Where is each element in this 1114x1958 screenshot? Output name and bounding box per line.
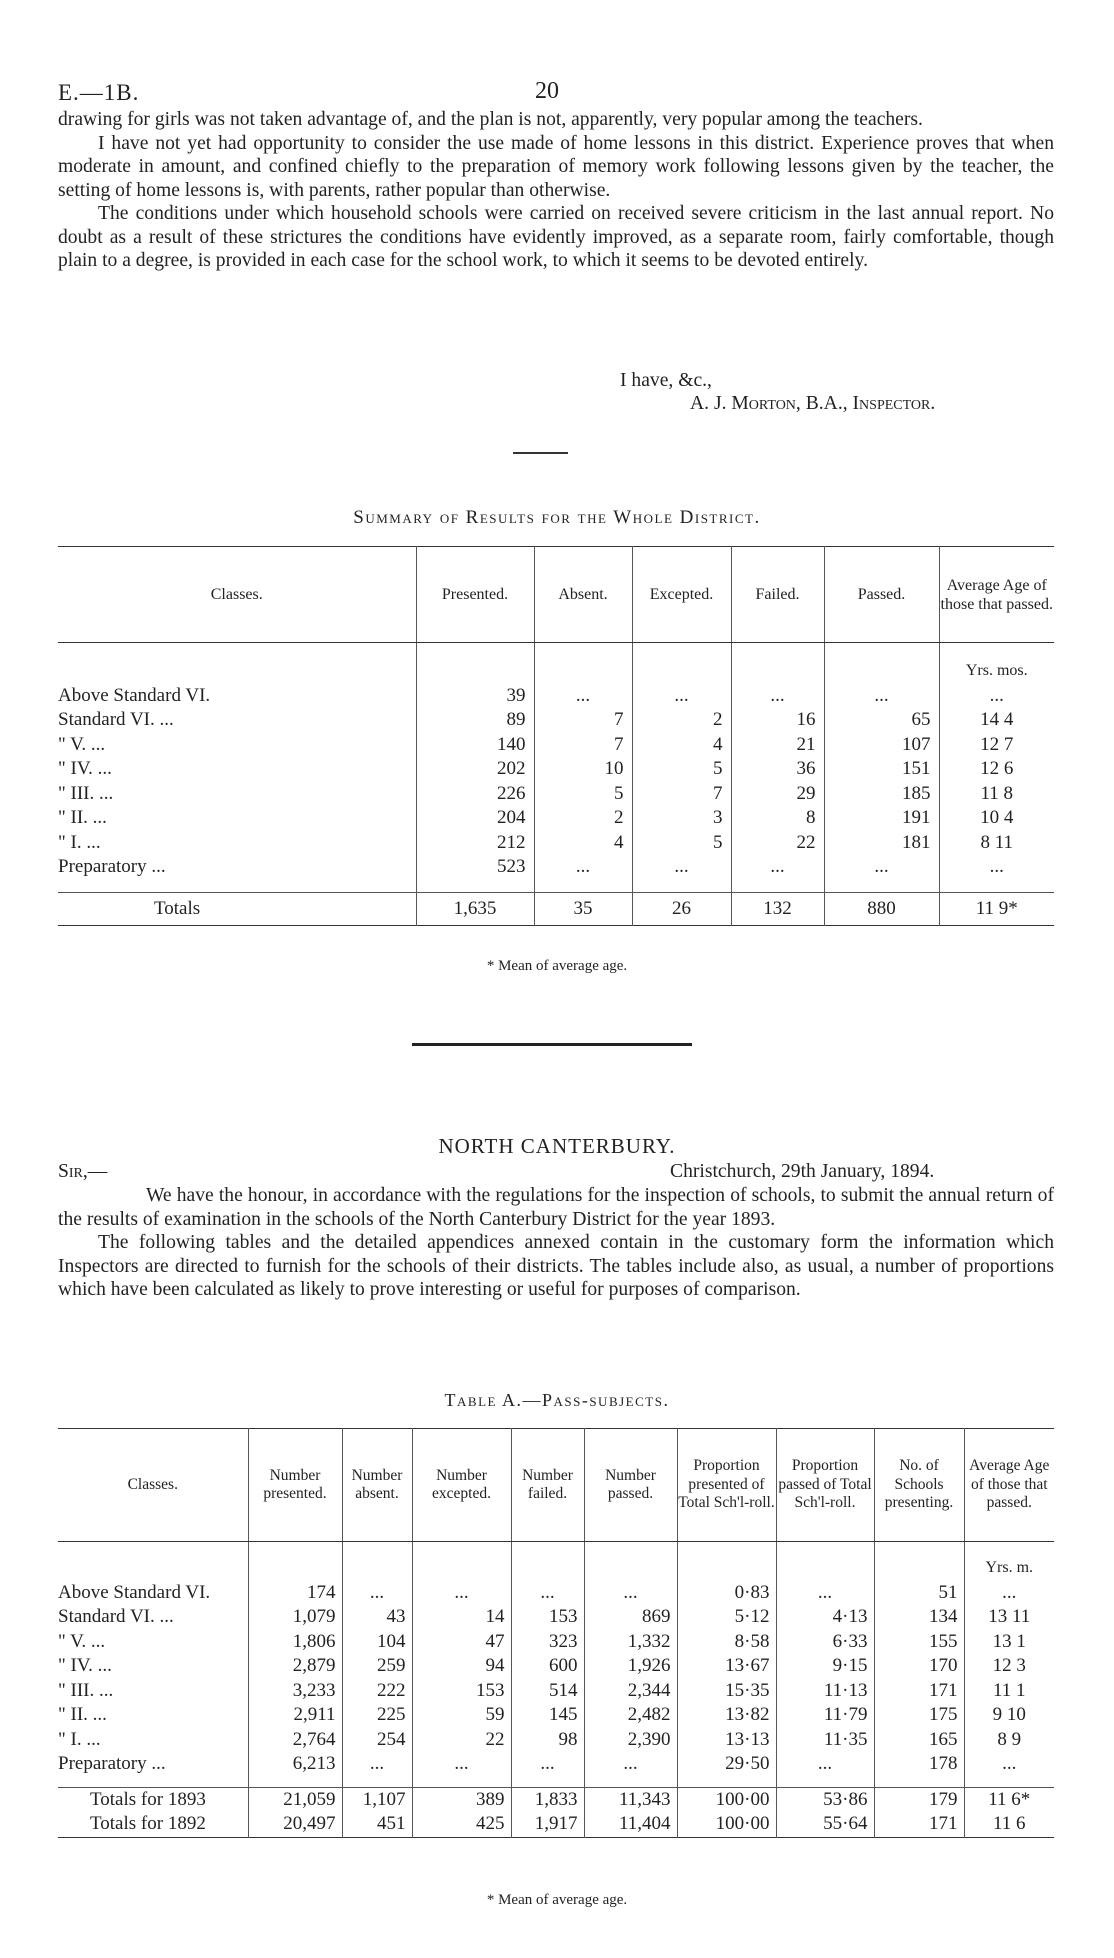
paragraph: The conditions under which household schools were carried on received severe criticism in the last annual report. No doubt as a result of these strictures the conditions have evidently improved, as a separate room, fairly comfortable, though plain to a degree, is provided in each case for the school work, to which it seems to be devoted entirely. <box>58 203 1054 271</box>
table-cell: 153 <box>412 1679 511 1704</box>
row-label: Totals for 1892 <box>90 1813 206 1835</box>
table-cell: 600 <box>511 1654 584 1679</box>
table-cell: ... <box>776 1752 874 1777</box>
table-cell: 254 <box>342 1728 412 1753</box>
table-cell: 8 <box>731 806 824 831</box>
row-label: Standard VI. ... <box>58 709 174 731</box>
table-cell: 132 <box>731 892 824 925</box>
table-cell: 2,482 <box>584 1703 677 1728</box>
table-cell: 94 <box>412 1654 511 1679</box>
table-cell: 171 <box>874 1812 964 1837</box>
table-cell: 2,911 <box>248 1703 342 1728</box>
totals-row <box>58 892 1054 925</box>
table-cell: ... <box>342 1752 412 1777</box>
table-cell: 10 4 <box>939 806 1054 831</box>
table-cell: 21,059 <box>248 1787 342 1812</box>
table-cell: ... <box>584 1581 677 1606</box>
column-header: Proportion presented of Total Sch'l-roll. <box>677 1429 776 1542</box>
table-cell: 1,917 <box>511 1812 584 1837</box>
closing-line: I have, &c., <box>620 370 712 391</box>
table-cell: ... <box>824 684 939 709</box>
table-cell: 2 <box>632 708 731 733</box>
table-cell: 153 <box>511 1605 584 1630</box>
table-cell: 53·86 <box>776 1787 874 1812</box>
table-cell: 1,806 <box>248 1630 342 1655</box>
table-cell: 1,332 <box>584 1630 677 1655</box>
report-code: E.—1B. <box>58 80 140 105</box>
table-cell: 185 <box>824 782 939 807</box>
table-cell: 36 <box>731 757 824 782</box>
table-cell: 2,879 <box>248 1654 342 1679</box>
table-footnote: * Mean of average age. <box>486 958 628 974</box>
table-header-row <box>58 1429 1054 1542</box>
table-cell: 6,213 <box>248 1752 342 1777</box>
table-cell: 11 6* <box>964 1787 1054 1812</box>
table-cell: 155 <box>874 1630 964 1655</box>
row-label: Preparatory ... <box>58 1753 166 1775</box>
table-cell: 15·35 <box>677 1679 776 1704</box>
table-cell: 55·64 <box>776 1812 874 1837</box>
table-cell: 7 <box>534 733 632 758</box>
paragraph: The following tables and the detailed appendices annexed contain in the customary form the information which Inspectors are directed to furnish for the schools of their districts. The tables include also, as usual, a number of proportions which have been calculated as likely to prove interesting or useful for purposes of comparison. <box>58 1232 1054 1300</box>
table-cell: 11·13 <box>776 1679 874 1704</box>
table-row <box>58 1752 1054 1777</box>
table-cell: 4 <box>632 733 731 758</box>
table-cell: ... <box>731 855 824 880</box>
table-cell: 11·35 <box>776 1728 874 1753</box>
table-cell: 13 11 <box>964 1605 1054 1630</box>
table-cell: 389 <box>412 1787 511 1812</box>
table-cell: 3,233 <box>248 1679 342 1704</box>
table-cell: 11 8 <box>939 782 1054 807</box>
table-cell: ... <box>731 684 824 709</box>
table-row <box>58 733 1054 758</box>
column-header: Proportion passed of Total Sch'l-roll. <box>776 1429 874 1542</box>
table-cell: 104 <box>342 1630 412 1655</box>
section-divider <box>412 1043 692 1046</box>
table-cell: 174 <box>248 1581 342 1606</box>
table-row <box>58 806 1054 831</box>
paragraph: drawing for girls was not taken advantage of, and the plan is not, apparently, very popular among the teachers. <box>58 109 923 130</box>
column-header: Number excepted. <box>412 1429 511 1542</box>
table-cell: ... <box>534 684 632 709</box>
column-header: Average Age of those that passed. <box>939 547 1054 643</box>
inspector-signature: A. J. Morton, B.A., Inspector. <box>690 393 936 414</box>
table-cell: 9·15 <box>776 1654 874 1679</box>
table-cell: 425 <box>412 1812 511 1837</box>
row-label: " IV. ... <box>58 758 112 780</box>
table-cell: 323 <box>511 1630 584 1655</box>
table-cell: 5·12 <box>677 1605 776 1630</box>
row-label: " V. ... <box>58 1630 106 1652</box>
table-row <box>58 1728 1054 1753</box>
table-cell: ... <box>412 1581 511 1606</box>
table-cell: 0·83 <box>677 1581 776 1606</box>
table-cell: 14 <box>412 1605 511 1630</box>
table-cell: ... <box>776 1581 874 1606</box>
table-cell: 880 <box>824 892 939 925</box>
totals-row <box>58 1812 1054 1837</box>
table-cell: 145 <box>511 1703 584 1728</box>
column-header: Failed. <box>731 547 824 643</box>
units-label: Yrs. m. <box>964 1556 1054 1581</box>
table-cell: ... <box>824 855 939 880</box>
column-header: Number passed. <box>584 1429 677 1542</box>
table-cell: 1,107 <box>342 1787 412 1812</box>
column-header: Presented. <box>416 547 534 643</box>
table-cell: 11,404 <box>584 1812 677 1837</box>
row-label: Totals <box>58 892 416 925</box>
column-header: No. of Schools presenting. <box>874 1429 964 1542</box>
row-label: " III. ... <box>58 1679 114 1701</box>
table-row <box>58 831 1054 856</box>
table-cell: 11·79 <box>776 1703 874 1728</box>
table-cell: 5 <box>632 757 731 782</box>
column-header: Number presented. <box>248 1429 342 1542</box>
row-label: " II. ... <box>58 807 107 829</box>
table-cell: 12 6 <box>939 757 1054 782</box>
column-header: Absent. <box>534 547 632 643</box>
table-cell: 8·58 <box>677 1630 776 1655</box>
table-cell: 12 7 <box>939 733 1054 758</box>
table-cell: 29·50 <box>677 1752 776 1777</box>
table-cell: 11 1 <box>964 1679 1054 1704</box>
column-header: Average Age of those that passed. <box>964 1429 1054 1542</box>
table-cell: 1,635 <box>416 892 534 925</box>
table-cell: 179 <box>874 1787 964 1812</box>
table-cell: 140 <box>416 733 534 758</box>
table-cell: ... <box>511 1752 584 1777</box>
table-cell: 7 <box>534 708 632 733</box>
row-label: " III. ... <box>58 782 114 804</box>
table-cell: 226 <box>416 782 534 807</box>
table-row <box>58 1703 1054 1728</box>
column-header: Excepted. <box>632 547 731 643</box>
table-cell: 178 <box>874 1752 964 1777</box>
table-cell: ... <box>632 855 731 880</box>
table-cell: 100·00 <box>677 1787 776 1812</box>
table-cell: 2,764 <box>248 1728 342 1753</box>
table-cell: 12 3 <box>964 1654 1054 1679</box>
column-header: Number failed. <box>511 1429 584 1542</box>
table-cell: 2,344 <box>584 1679 677 1704</box>
table-cell: 5 <box>632 831 731 856</box>
table-cell: 59 <box>412 1703 511 1728</box>
table-cell: 259 <box>342 1654 412 1679</box>
table-row <box>58 1581 1054 1606</box>
table-cell: 225 <box>342 1703 412 1728</box>
table-cell: 171 <box>874 1679 964 1704</box>
table-cell: 35 <box>534 892 632 925</box>
row-label: Standard VI. ... <box>58 1606 174 1628</box>
table-cell: 1,926 <box>584 1654 677 1679</box>
table-cell: 13·13 <box>677 1728 776 1753</box>
table-row <box>58 1654 1054 1679</box>
table-cell: 869 <box>584 1605 677 1630</box>
table-cell: 7 <box>632 782 731 807</box>
totals-row <box>58 1787 1054 1812</box>
table-row <box>58 708 1054 733</box>
table-cell: 4·13 <box>776 1605 874 1630</box>
letter-body <box>58 1184 1054 1302</box>
table-cell: 14 4 <box>939 708 1054 733</box>
salutation: Sir,— <box>58 1161 108 1182</box>
row-label: " II. ... <box>58 1704 107 1726</box>
table-cell: 175 <box>874 1703 964 1728</box>
district-title: NORTH CANTERBURY. <box>438 1134 676 1158</box>
column-header: Number absent. <box>342 1429 412 1542</box>
table-cell: ... <box>412 1752 511 1777</box>
table-cell: 43 <box>342 1605 412 1630</box>
table-cell: ... <box>964 1752 1054 1777</box>
table-cell: 451 <box>342 1812 412 1837</box>
table-cell: 22 <box>731 831 824 856</box>
units-label: Yrs. mos. <box>939 659 1054 684</box>
table-cell: 47 <box>412 1630 511 1655</box>
table-cell: ... <box>939 855 1054 880</box>
table-cell: 151 <box>824 757 939 782</box>
table-cell: 89 <box>416 708 534 733</box>
table-cell: 13·82 <box>677 1703 776 1728</box>
table-cell: ... <box>632 684 731 709</box>
column-header: Classes. <box>58 547 416 643</box>
table-cell: 11 9* <box>939 892 1054 925</box>
row-label: Totals for 1893 <box>58 1787 248 1812</box>
table-cell: 10 <box>534 757 632 782</box>
table-cell: 5 <box>534 782 632 807</box>
table-row <box>58 1630 1054 1655</box>
table-cell: 1,833 <box>511 1787 584 1812</box>
table-cell: 2,390 <box>584 1728 677 1753</box>
table-cell: 16 <box>731 708 824 733</box>
table-cell: 202 <box>416 757 534 782</box>
table-cell: 8 9 <box>964 1728 1054 1753</box>
table-cell: ... <box>939 684 1054 709</box>
section-divider <box>513 452 568 454</box>
table-cell: 514 <box>511 1679 584 1704</box>
table-cell: ... <box>342 1581 412 1606</box>
table-cell: 22 <box>412 1728 511 1753</box>
table-row <box>58 1679 1054 1704</box>
table-a-title: Table A.—Pass-subjects. <box>444 1390 670 1410</box>
table-cell: 51 <box>874 1581 964 1606</box>
table-cell: 204 <box>416 806 534 831</box>
paragraph: I have not yet had opportunity to consider the use made of home lessons in this district. Experience proves that when moderate in amount, and confined chiefly to the preparation of memory work following lessons given by the teacher, the setting of home lessons is, with parents, rather popular than otherwise. <box>58 132 1054 201</box>
table-cell: 39 <box>416 684 534 709</box>
table-cell: 20,497 <box>248 1812 342 1837</box>
column-header: Classes. <box>58 1429 248 1542</box>
table-row <box>58 782 1054 807</box>
letter-heading <box>58 1160 1054 1184</box>
table-cell: 170 <box>874 1654 964 1679</box>
summary-table <box>58 546 1054 926</box>
table-a <box>58 1428 1054 1838</box>
table-cell: 134 <box>874 1605 964 1630</box>
table-cell: 65 <box>824 708 939 733</box>
table-cell: 21 <box>731 733 824 758</box>
table-cell: 107 <box>824 733 939 758</box>
column-header: Passed. <box>824 547 939 643</box>
row-label: " V. ... <box>58 733 106 755</box>
table-cell: ... <box>584 1752 677 1777</box>
table-cell: 100·00 <box>677 1812 776 1837</box>
row-label: " IV. ... <box>58 1655 112 1677</box>
table-cell: ... <box>964 1581 1054 1606</box>
table-cell: 13·67 <box>677 1654 776 1679</box>
place-date: Christchurch, 29th January, 1894. <box>670 1161 935 1182</box>
row-label: " I. ... <box>58 1728 101 1750</box>
table-cell: 222 <box>342 1679 412 1704</box>
report-body-top <box>58 108 1054 273</box>
table-row <box>58 757 1054 782</box>
table-row <box>58 855 1054 880</box>
table-cell: 26 <box>632 892 731 925</box>
table-cell: 98 <box>511 1728 584 1753</box>
table-cell: 29 <box>731 782 824 807</box>
table-cell: 4 <box>534 831 632 856</box>
table-row <box>58 684 1054 709</box>
table-cell: ... <box>511 1581 584 1606</box>
table-cell: 523 <box>416 855 534 880</box>
table-cell: 181 <box>824 831 939 856</box>
table-cell: 11 6 <box>964 1812 1054 1837</box>
table-cell: 13 1 <box>964 1630 1054 1655</box>
summary-title: Summary of Results for the Whole District. <box>353 507 761 528</box>
table-cell: 8 11 <box>939 831 1054 856</box>
table-footnote: * Mean of average age. <box>486 1892 628 1908</box>
table-cell: 3 <box>632 806 731 831</box>
row-label: Above Standard VI. <box>58 1581 211 1603</box>
table-cell: 165 <box>874 1728 964 1753</box>
table-cell: 6·33 <box>776 1630 874 1655</box>
table-cell: 9 10 <box>964 1703 1054 1728</box>
paragraph: We have the honour, in accordance with the regulations for the inspection of schools, to submit the annual return of the results of examination in the schools of the North Canterbury District for the year 1893. <box>58 1185 1054 1230</box>
row-label: Preparatory ... <box>58 856 166 878</box>
page-number: 20 <box>535 78 559 104</box>
table-header-row <box>58 547 1054 643</box>
row-label: Above Standard VI. <box>58 684 211 706</box>
table-cell: 212 <box>416 831 534 856</box>
table-cell: 1,079 <box>248 1605 342 1630</box>
table-cell: 2 <box>534 806 632 831</box>
table-cell: 191 <box>824 806 939 831</box>
table-cell: 11,343 <box>584 1787 677 1812</box>
table-row <box>58 1605 1054 1630</box>
table-cell: ... <box>534 855 632 880</box>
row-label: " I. ... <box>58 831 101 853</box>
